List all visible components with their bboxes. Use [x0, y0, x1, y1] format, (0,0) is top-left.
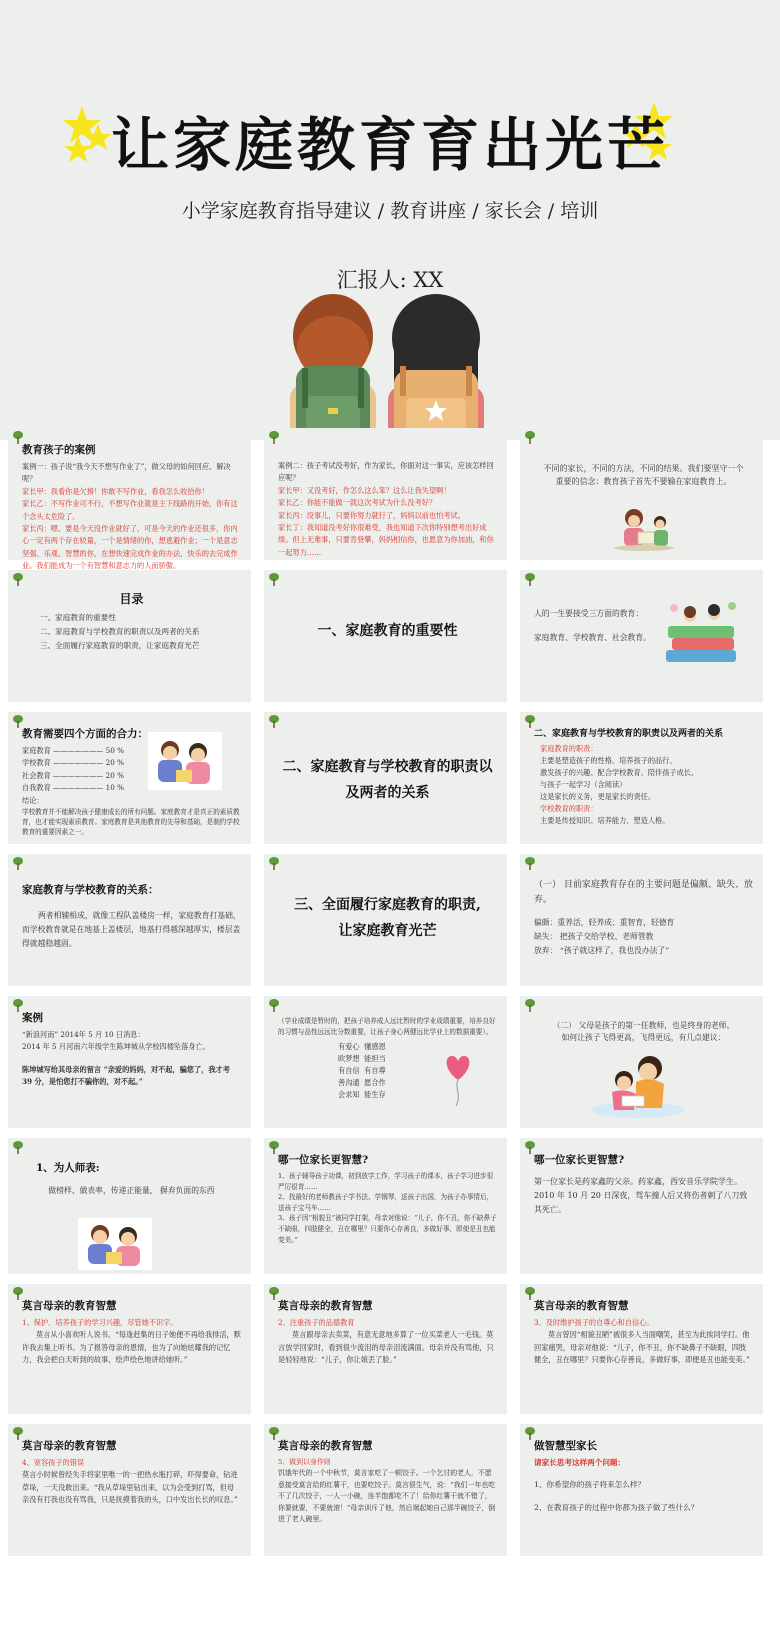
- ratio-row: 学校教育 ——————— 20 %: [22, 758, 124, 768]
- mother-child-illustration: [588, 1048, 688, 1122]
- case-line: 家长丁：我知道没考好你很难受，我也知道下次你特别想考出好成绩。但上无难事，只要肯登攀，妈妈相信你，也愿意为你加油，和你一起努力……: [278, 523, 494, 557]
- leaf-icon: [524, 856, 536, 870]
- slide-body: [278, 460, 497, 559]
- leaf-icon: [268, 1426, 280, 1440]
- leaf-icon: [268, 430, 280, 444]
- heart-balloon-icon: [442, 1052, 474, 1108]
- leaf-icon: [12, 998, 24, 1012]
- subtitle: 小学家庭教育指导建议 / 教育讲座 / 家长会 / 培训: [181, 200, 599, 222]
- case-line: 案例二：孩子考试没考好，作为家长，你面对这一事实，应该怎样回应呢？: [278, 461, 494, 483]
- books-illustration: [660, 598, 744, 672]
- slide-moyan-3: [520, 1284, 763, 1414]
- lead-text: （一） 目前家庭教育存在的主要问题是偏颇、缺失、放弃。: [534, 880, 753, 905]
- slide-section-1: [264, 570, 507, 702]
- family-illustration: [148, 732, 222, 790]
- slide-body: 3、及时维护孩子的自尊心和自信心。 莫言曾因“相貌丑陋”被很多人当面嘲笑，甚至为此挨同学打。他回家痛哭，母亲对他说：“儿子，你不丑，你不缺鼻子不缺眼，四肢健全，丑在哪里？只要你心存善良，多做好事，即便是丑也能变美。”: [534, 1317, 753, 1367]
- toc-item: 二、家庭教育与学校教育的职责以及两者的关系: [40, 627, 200, 636]
- toc-title: 目录: [119, 592, 144, 606]
- reporter-label: 汇报人: XX: [336, 268, 444, 292]
- conclusion-text: 学校教育并不能解决孩子健康成长的所有问题。家庭教育才是真正的素质教育，也才能实现素质教育。家庭教育是其他教育的先导和基础，是制约学校教育的重要因素之一。: [22, 808, 240, 837]
- slide-wise-parent: [520, 1424, 763, 1556]
- case-line: 家长乙：不写作业可不行，不想写作业就是主下线路的开始，你有这个念头太危险了。: [22, 499, 238, 521]
- leaf-icon: [524, 714, 536, 728]
- main-title: 让家庭教育育出光芒: [110, 111, 669, 179]
- leaf-icon: [12, 1286, 24, 1300]
- slide-duties: [520, 712, 763, 844]
- section-title: 二、家庭教育与学校教育的职责以 及两者的关系: [282, 759, 493, 801]
- family-illustration: [78, 1218, 152, 1270]
- reading-illustration: [612, 504, 676, 552]
- body-line: 人的一生要接受三方面的教育：: [534, 609, 644, 618]
- leaf-icon: [268, 1140, 280, 1154]
- leaf-icon: [268, 572, 280, 586]
- slide-wise-parent-q: [264, 1138, 507, 1274]
- slide-title: 莫言母亲的教育智慧: [278, 1440, 373, 1452]
- sub-heading: 请家长思考这样两个问题：: [534, 1458, 626, 1467]
- case-line: 家长甲：又没考好，作怎么这么笨？这么让我失望啊！: [278, 485, 451, 495]
- slide-body: [22, 461, 241, 573]
- toc-item: 三、全面履行家庭教育的职责，让家庭教育光芒: [40, 641, 200, 650]
- slide-body: 做榜样、做表率，传递正能量， 摒弃负面的东西: [48, 1186, 215, 1195]
- sub-heading: 3、及时维护孩子的自尊心和自信心。: [534, 1318, 654, 1327]
- problem-list: 偏颇：重养活，轻养成；重智育，轻德育 缺失： 把孩子交给学校、老师管教 放弃： “孩子就这样了，我也没办法了”: [534, 918, 675, 955]
- slide-title: 莫言母亲的教育智慧: [534, 1300, 629, 1312]
- body-line: 家庭教育、学校教育、社会教育。: [534, 633, 651, 643]
- toc-list: [40, 611, 241, 653]
- slide-body: 4、宽容孩子的错误 莫言小时候曾经失手将家里唯一的一把热水瓶打碎，吓得要命，钻进草垛，一天没敢出来。“我从草垛里钻出来，以为会受到打骂，但母亲没有打我也没有骂我，只是抚摸着我的头，口中发出长长的叹息。”: [22, 1457, 241, 1507]
- sub-heading: 家庭教育的职责：: [540, 744, 598, 753]
- slide-title: 教育需要四个方面的合力：: [22, 728, 148, 740]
- leaf-icon: [524, 572, 536, 586]
- leaf-icon: [524, 1426, 536, 1440]
- slide-belief: [520, 428, 763, 560]
- students-illustration: [276, 296, 496, 440]
- slide-case-2: [264, 428, 507, 560]
- leaf-icon: [268, 1286, 280, 1300]
- slide-body: 第一位家长是药家鑫的父亲。药家鑫，西安音乐学院学生。2010 年 10 月 20 日深夜，驾车撞人后又将伤者刺了八刀致其死亡。: [534, 1177, 748, 1214]
- slide-toc: [8, 570, 251, 702]
- slide-wise-parent-answer: [520, 1138, 763, 1274]
- slide-title: 做智慧型家长: [534, 1440, 597, 1452]
- slide-body: “新浪河南” 2014年 5 月 10 日消息： 2014 年 5 月河南六年级学生陈坤城从学校四楼坠落身亡。 陈坤城写给其母亲的留言 “亲爱的妈妈，对不起，骗您了，我才考 39 分，是怕您打不骗你的，对不起。”: [22, 1030, 230, 1087]
- slide-body: 1、保护、培养孩子的学习兴趣，尽管她不识字。 莫言从小喜欢听人说书。“每逢赶集的日子她便不再给我排活，默许我去集上听书。为了报答母亲的恩情，也为了向她炫耀我的记忆力，我会把白天听到的故事，绘声绘色地讲给她听。”: [22, 1318, 241, 1365]
- slide-moyan-2: [264, 1284, 507, 1414]
- intro-text: （学业成绩是暂时的，把孩子培养成人远比暂时的学业成绩重要，培养良好的习惯与品性远远比分数重要，让孩子身心两健远比学业上的数据重要）。: [278, 1017, 496, 1036]
- slide-body: （二） 父母是孩子的第一任教师，也是终身的老师。 如何让孩子飞得更高，飞得更远，有几点建议：: [552, 1021, 735, 1043]
- slide-title: 二、家庭教育与学校教育的职责以及两者的关系: [534, 729, 724, 739]
- title-slide: [0, 0, 780, 440]
- leaf-icon: [268, 714, 280, 728]
- slide-title: 1、为人师表:: [36, 1162, 100, 1174]
- slide-moyan-4: [8, 1424, 251, 1556]
- toc-item: 一、家庭教育的重要性: [40, 613, 116, 622]
- slide-title: 哪一位家长更智慧?: [278, 1154, 369, 1166]
- leaf-icon: [524, 998, 536, 1012]
- slide-relation: [8, 854, 251, 986]
- leaf-icon: [12, 1140, 24, 1154]
- slide-section-2: [264, 712, 507, 844]
- slide-title: 莫言母亲的教育智慧: [22, 1300, 117, 1312]
- slide-title: 莫言母亲的教育智慧: [278, 1300, 373, 1312]
- ratio-row: 家庭教育 ——————— 50 %: [22, 746, 124, 755]
- slide-body: 两者相辅相成，就像工程队盖楼房一样，家庭教育打基础，而学校教育就是在地基上盖楼层，地基打得越深越厚实，楼层盖得就越稳越固。: [22, 911, 241, 948]
- slide-role-model: [8, 1138, 251, 1274]
- leaf-icon: [524, 430, 536, 444]
- slide-qualities: [264, 996, 507, 1128]
- slide-body: 5、做到以身作则 饥饿年代的一个中秋节，莫言家吃了一顿饺子。一个乞讨的老人，不愿意接受莫言给的红薯干，也要吃饺子。莫言很生气，说：“我们一年也吃不了几次饺子，一人一小碗，连半饱都吃不了！给你红薯干就不错了，你要就要，不要就滚！”母亲训斥了他，然后端起她自己那半碗饺子，倒进了老人碗里。: [278, 1458, 496, 1524]
- leaf-icon: [524, 1286, 536, 1300]
- sub-heading: 学校教育的职责：: [540, 804, 598, 813]
- slide-case-1: [8, 428, 251, 571]
- slide-body: 1、孩子辅导孩子功课，初到放学工作，学习孩子的课本，孩子学习进步很严厉很苛…… 2、找最好的老师教孩子学书法、学钢琴，送孩子出国，为孩子办事情后，送孩子宝马车…… 3、孩子因“相貌丑”被同学打架，母亲对他说：“儿子，你不丑，你不缺鼻子不缺眼，四肢健全，丑在哪里？只要你心存善良，多做好事，即便是丑也能变美。”: [278, 1172, 497, 1244]
- belief-text: 不同的家长，不同的方法，不同的结果。我们要坚守一个重要的信念：教育孩子首先不要输在家庭教育上。: [543, 464, 744, 486]
- slide-title: 案例: [22, 1012, 43, 1024]
- ratio-row: 社会教育 ——————— 20 %: [22, 770, 124, 780]
- slide-case-news: [8, 996, 251, 1128]
- leaf-icon: [524, 1140, 536, 1154]
- case-line: 家长甲：我看你是欠揍！你敢不写作业，看我怎么收拾你！: [22, 486, 209, 496]
- leaf-icon: [268, 998, 280, 1012]
- slide-parents-first-teacher: [520, 996, 763, 1128]
- slide-body: 2、注重孩子的品德教育 莫言跟母亲去卖菜，有意无意地多算了一位买菜老人一毛钱。莫言放学回家时，看到很少流泪的母亲泪流满面。母亲并没有骂他，只是轻轻地说：“儿子，你让娘丢了脸。”: [278, 1317, 497, 1367]
- case-line: 家长丙：嗯，要是今天没作业就好了，可是今天的作业还很多，你内心一定有两个存在较量，一个是情绪的你，想逃避作业；一个是意志坚强、乐观、智慧的你，在想快速完成作业的办法，快乐的去完成作业。我们能成为一个有智慧和意志力的人而骄傲。: [22, 524, 238, 571]
- section-title: 三、全面履行家庭教育的职责, 让家庭教育光芒: [294, 897, 481, 939]
- slide-title: 家庭教育与学校教育的关系：: [22, 884, 159, 896]
- slide-moyan-5: [264, 1424, 507, 1556]
- sub-heading: 5、做到以身作则: [278, 1458, 331, 1466]
- quality-list: 有爱心 懂感恩 欧梦想 能担当 有自信 有自尊 善沟通 愿合作 会求知 能生存: [338, 1042, 386, 1099]
- slide-four-forces: [8, 712, 251, 844]
- leaf-icon: [12, 430, 24, 444]
- case-line: 案例一：孩子说“我今天不想写作业了”，做父母的如何回应、解决呢？: [22, 462, 231, 484]
- slide-three-educations: [520, 570, 763, 702]
- sub-heading: 1、保护、培养孩子的学习兴趣，尽管她不识字。: [22, 1318, 178, 1327]
- ratio-row: 自我教育 ——————— 10 %: [22, 783, 124, 793]
- slide-section-3: [264, 854, 507, 986]
- slide-title: 哪一位家长更智慧?: [534, 1154, 625, 1166]
- leaf-icon: [268, 856, 280, 870]
- leaf-icon: [12, 1426, 24, 1440]
- sub-heading: 4、宽容孩子的错误: [22, 1458, 85, 1467]
- leaf-icon: [12, 856, 24, 870]
- slide-moyan-1: [8, 1284, 251, 1414]
- slide-body: 请家长思考这样两个问题： 1、你希望你的孩子将来怎么样？ 2、在教育孩子的过程中你都为孩子做了些什么？: [534, 1457, 753, 1514]
- leaf-icon: [12, 572, 24, 586]
- section-title: 一、家庭教育的重要性: [317, 623, 458, 639]
- slide-title: 莫言母亲的教育智慧: [22, 1440, 117, 1452]
- sub-heading: 2、注重孩子的品德教育: [278, 1318, 355, 1327]
- slide-problems: [520, 854, 763, 986]
- case-line: 家长丙：没事儿，只要你努力就行了，妈妈以前也怕考试。: [278, 510, 465, 520]
- conclusion-label: 结论：: [22, 795, 44, 805]
- leaf-icon: [12, 714, 24, 728]
- case-line: 家长乙：你能不能做一就这次考试为什么没考好？: [278, 498, 437, 508]
- slide-title: 教育孩子的案例: [22, 444, 96, 456]
- slide-body: 家庭教育的职责： 主要是塑造孩子的性格、培养孩子的品行、 激发孩子的兴趣、配合学校教育、陪伴孩子成长、 与孩子一起学习（含阅读） 这是家长的义务，更是家长的责任。 学校教育的职责： 主要是传授知识、培养能力、塑造人格。: [540, 743, 753, 827]
